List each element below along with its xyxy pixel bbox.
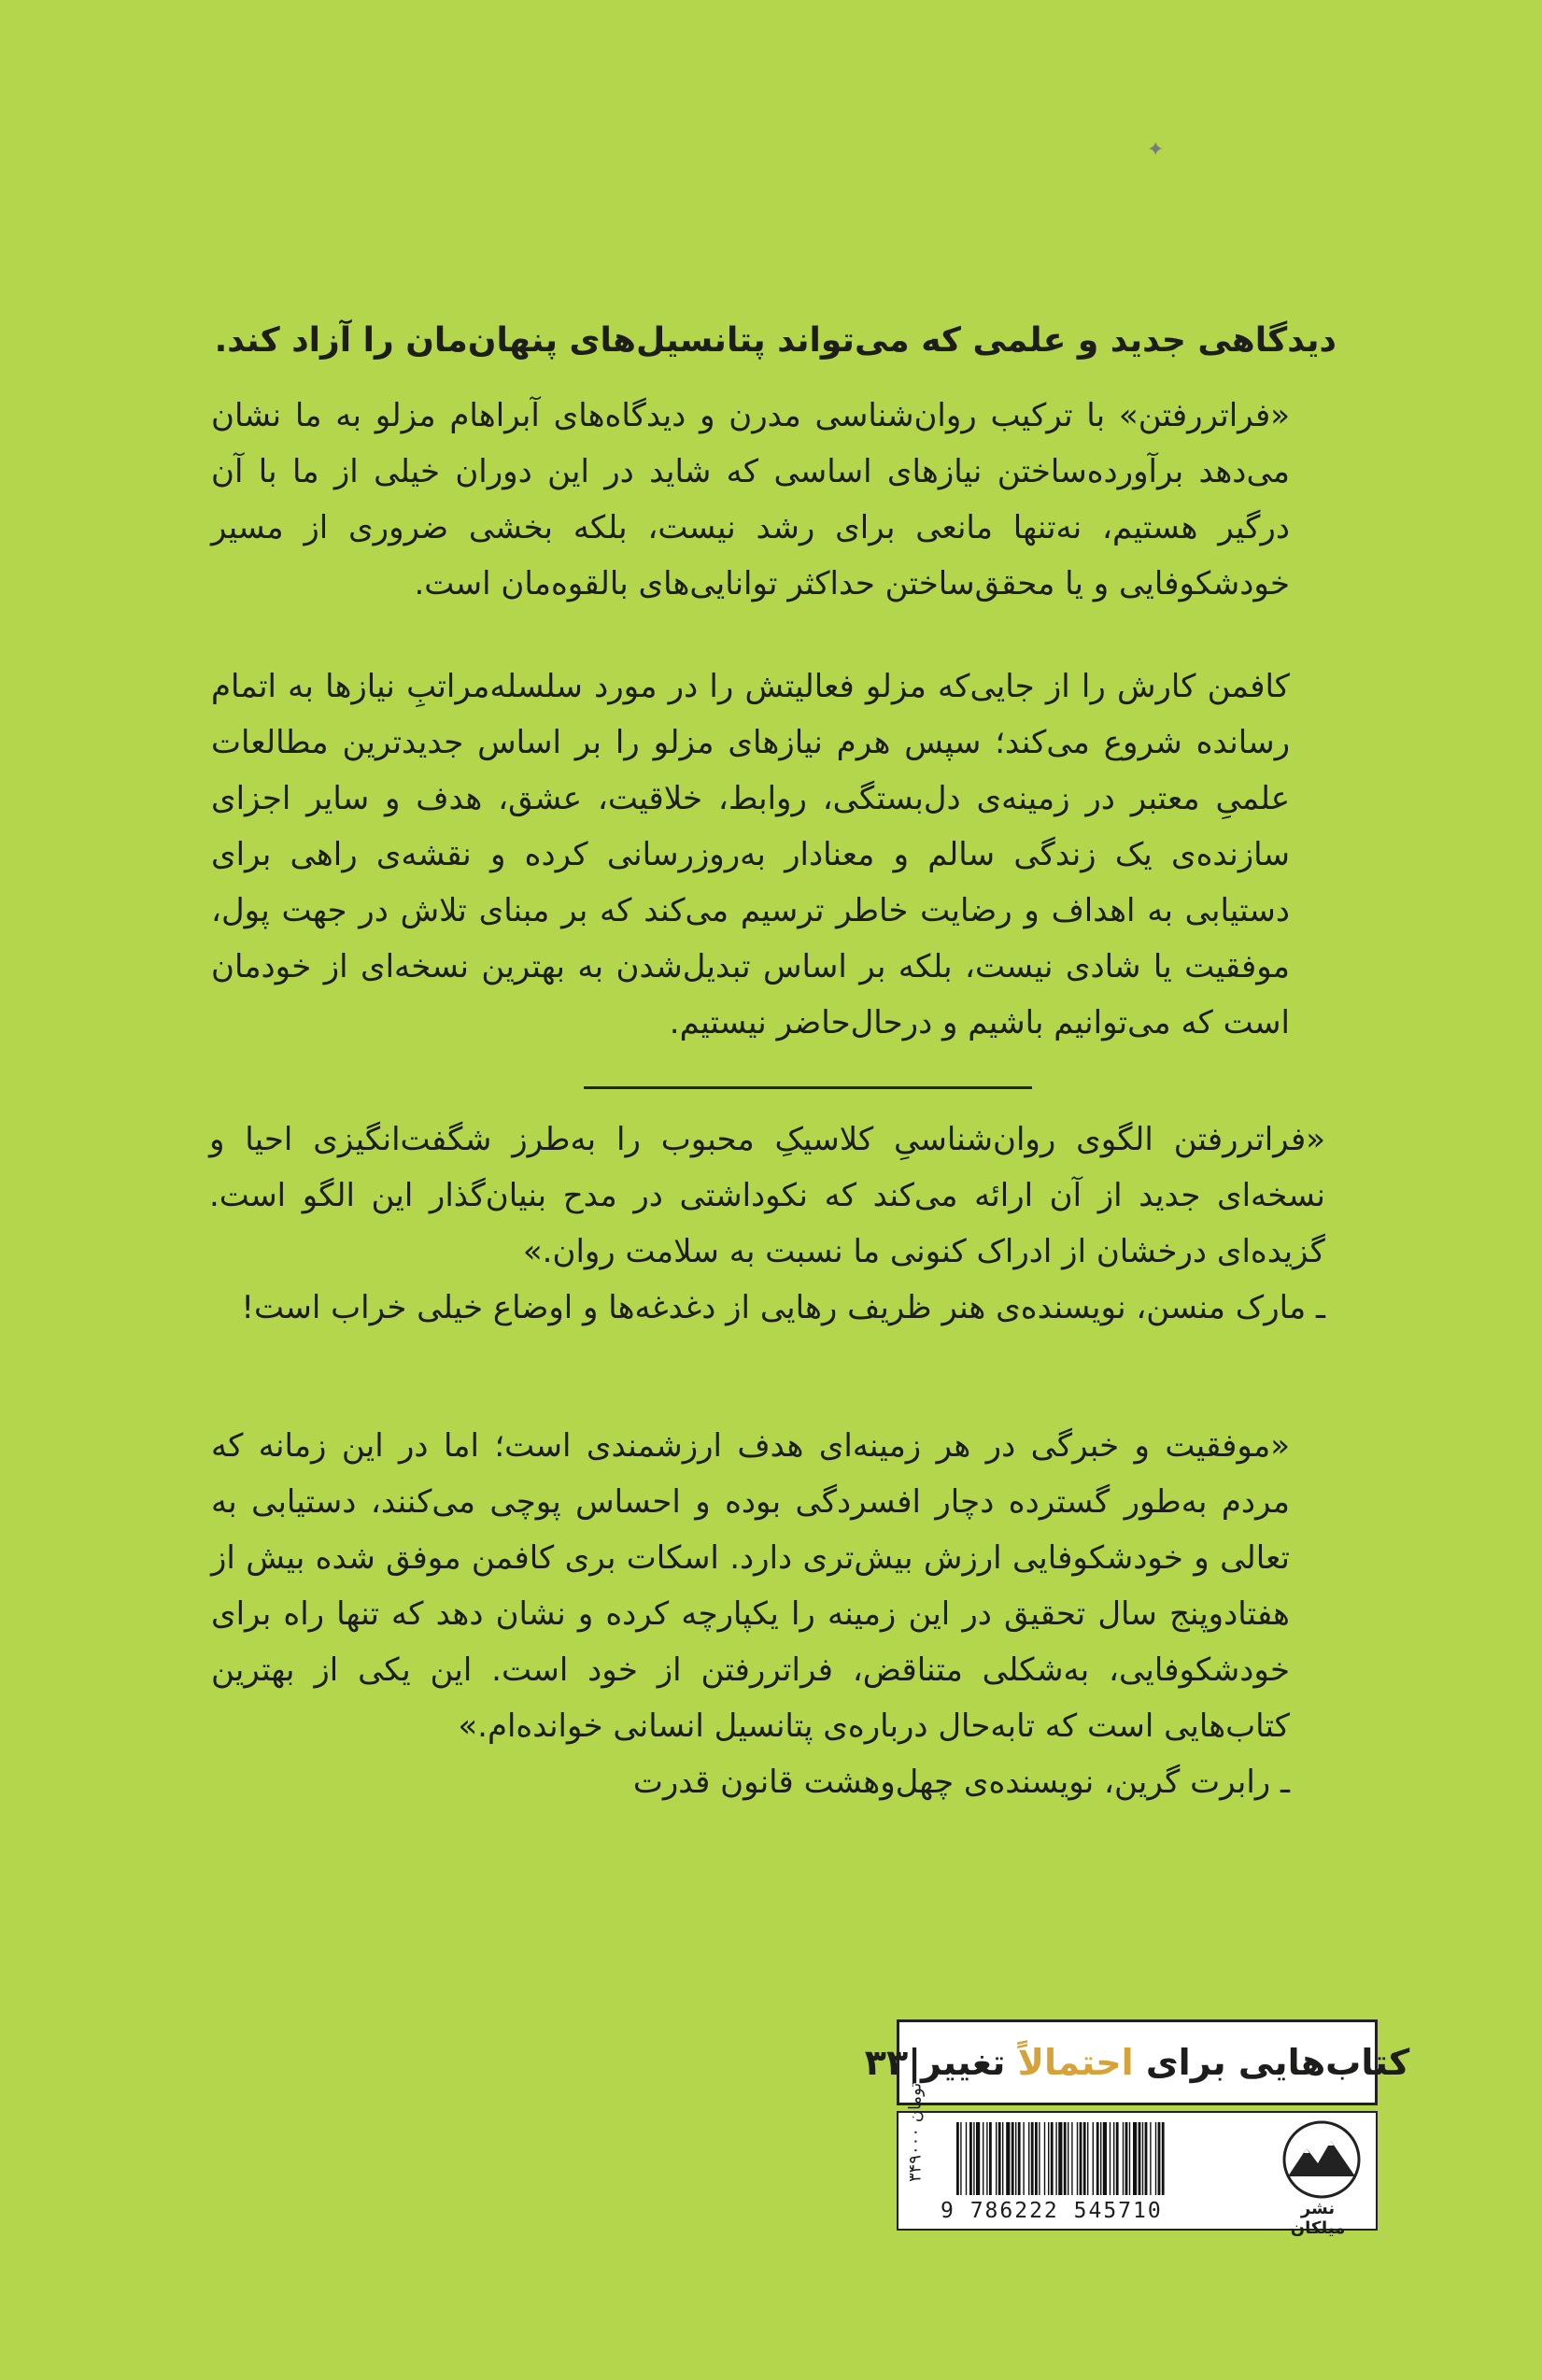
barcode-bar [1035,2122,1038,2195]
barcode-bar [1155,2122,1156,2195]
quote-2 [211,1418,1290,1810]
bird-icon: ✦ [1147,138,1165,162]
barcode-bar [1028,2122,1029,2195]
paragraph-1: «فراتررفتن» با ترکیب روان‌شناسی مدرن و دیدگاه‌های آبراهام مزلو به ما نشان می‌دهد برآورده‌ساختن نیازهای اساسی که شاید در این دوران خیلی از ما با آن درگیر هستیم، نه‌تنها مانعی برای رشد نیست، بلکه بخشی ضروری از مسیر خودشکوفایی و یا محقق‌ساختن حداکثر توانایی‌های بالقوه‌مان است. [211,397,1290,602]
barcode-icon [955,2122,1165,2195]
barcode-bar [1162,2122,1165,2195]
barcode-bar [1015,2122,1016,2195]
barcode-bar [1139,2122,1141,2195]
series-part2: تغییر [921,2042,1006,2083]
barcode-bar [969,2122,972,2195]
publisher-name: نشر میلکان [1290,2199,1346,2238]
barcode-bar [956,2122,959,2195]
barcode-bar [1133,2122,1137,2195]
barcode-bar [1087,2122,1088,2195]
barcode-bar [998,2122,1001,2195]
barcode-bar [1018,2122,1021,2195]
barcode-bar [1158,2122,1161,2195]
barcode-bar [1103,2122,1107,2195]
series-part1: کتاب‌هایی برای [1145,2042,1410,2083]
barcode-bar [1093,2122,1094,2195]
paragraph-2: کافمن کارش را از جایی‌که مزلو فعالیتش را در مورد سلسله‌مراتبِ نیازها به اتمام رسانده شروع می‌کند؛ سپس هرم نیازهای مزلو را بر اساس جدیدترین مطالعات علمیِ معتبر در زمینه‌ی دل‌بستگی، روابط، خلاقیت، عشق، هدف و سایر اجزای سازنده‌ی یک زندگی سالم و معنادار به‌روزرسانی کرده و نقشه‌ی راهی برای دستیابی به اهداف و رضایت خاطر ترسیم می‌کند که بر مبنای تلاش در جهت پول، موفقیت یا شادی نیست، بلکه بر اساس تبدیل‌شدن به بهترین نسخه‌ای از خودمان است که می‌توانیم باشیم و درحال‌حاضر نیستیم. [211,668,1290,1041]
divider [584,1086,1032,1089]
barcode-bar [966,2122,967,2195]
barcode-bar [1002,2122,1003,2195]
barcode-bar [1055,2122,1056,2195]
barcode-bar [1145,2122,1148,2195]
barcode-bar [996,2122,997,2195]
barcode-bar [1113,2122,1114,2195]
barcode-panel [897,2111,1378,2238]
barcode-bar [1011,2122,1014,2195]
barcode-bar [1023,2122,1024,2195]
series-number: ۳۳ [864,2042,909,2083]
barcode-bar [986,2122,987,2195]
barcode-bar [1125,2122,1128,2195]
barcode-bar [1129,2122,1130,2195]
mountain-logo-icon [1279,2120,1365,2199]
quote-1-text: «فراتررفتن الگوی روان‌شناسیِ کلاسیکِ محبوب را به‌طرز شگفت‌انگیزی احیا و نسخه‌ای جدید از آن ارائه می‌کند که نکوداشتی در مدح بنیان‌گذار این الگو است. گزیده‌ای درخشان از ادراک کنونی ما نسبت به سلامت روان.» [209,1121,1325,1270]
headline: دیدگاهی جدید و علمی که می‌تواند پتانسیل‌های پنهان‌مان را آزاد کند. [214,321,1337,360]
barcode-bar [1077,2122,1078,2195]
barcode-bar [1058,2122,1062,2195]
barcode-bar [1110,2122,1111,2195]
barcode-bar [960,2122,961,2195]
barcode-bar [1064,2122,1067,2195]
barcode-bar [989,2122,992,2195]
barcode-bar [1100,2122,1101,2195]
barcode-bar [1096,2122,1099,2195]
isbn-number: 9 786222 545710 [941,2199,1163,2223]
barcode-bar [1044,2122,1045,2195]
barcode-bar [976,2122,980,2195]
barcode-bar [1142,2122,1143,2195]
barcode-bar [1039,2122,1040,2195]
barcode-bar [1031,2122,1034,2195]
barcode-bar [1116,2122,1119,2195]
quote-2-attribution: ـ رابرت گرین، نویسنده‌ی چهل‌وهشت قانون قدرت [632,1764,1290,1801]
barcode-bar [1080,2122,1082,2195]
quote-1 [209,1112,1325,1336]
barcode-bar [1150,2122,1151,2195]
barcode-bar [1123,2122,1124,2195]
barcode-bar [973,2122,974,2195]
barcode-bar [1083,2122,1086,2195]
quote-2-text: «موفقیت و خبرگی در هر زمینه‌ای هدف ارزشمندی است؛ اما در این زمانه که مردم به‌طور گسترده دچار افسردگی بوده و احساس پوچی می‌کنند، دستیابی به تعالی و خودشکوفایی ارزش بیش‌تری دارد. اسکات بری کافمن موفق شده بیش از هفتادوپنج سال تحقیق در این زمینه را یکپارچه کرده و نشان دهد که تنها راه برای خودشکوفایی، به‌شکلی متناقض، فراتررفتن از خود است. این یکی از بهترین کتاب‌هایی است که تابه‌حال درباره‌ی پتانسیل انسانی خوانده‌ام.» [211,1427,1290,1745]
series-label [864,2019,1410,2105]
series-accent: احتمالاً [1017,2042,1134,2083]
barcode-bar [1051,2122,1054,2195]
barcode-bar [1071,2122,1072,2195]
barcode-bar [1048,2122,1049,2195]
series-separator: | [908,2042,922,2083]
quote-1-attribution: ـ مارک منسن، نویسنده‌ی هنر ظریف رهایی از دغدغه‌ها و اوضاع خیلی خراب است! [241,1289,1325,1326]
price-label: ۳۴۹۰۰۰ [905,2127,926,2182]
barcode-bar [1006,2122,1010,2195]
